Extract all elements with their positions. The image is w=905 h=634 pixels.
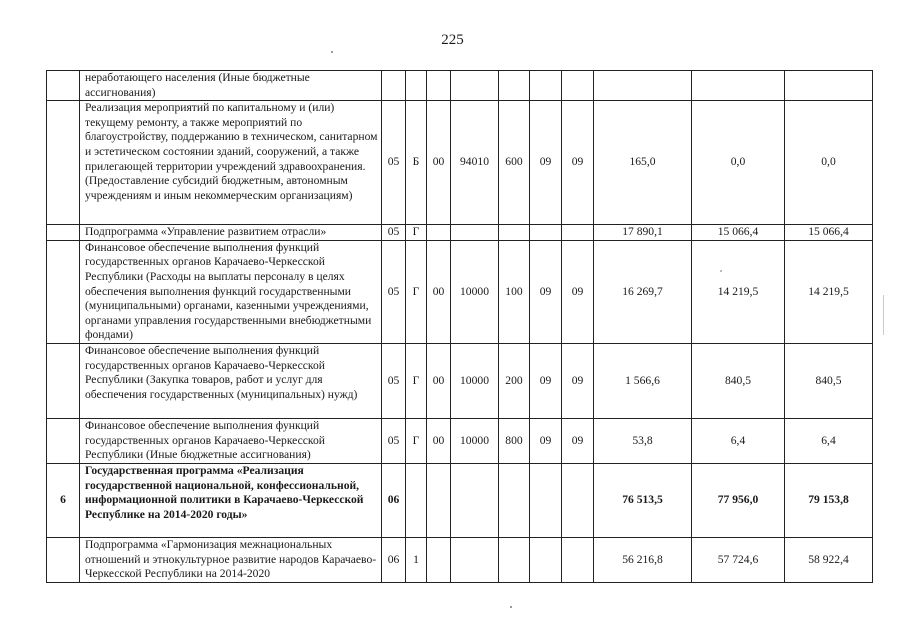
code-subsection (562, 463, 594, 537)
code-department: 09 (530, 418, 562, 463)
amount-year-1: 16 269,7 (594, 240, 692, 343)
code-department: 09 (530, 240, 562, 343)
code-subprogram (427, 71, 451, 101)
table-body (47, 71, 873, 583)
code-program: 1 (406, 537, 427, 582)
code-expense-type: 100 (499, 240, 530, 343)
code-subprogram (427, 537, 451, 582)
table-row (47, 463, 873, 537)
row-name: Реализация мероприятий по капитальному и (или) текущему ремонту, а также мероприятий по благоустройству, поддержанию в техническом, санитарном и эстетическом состоянии зданий, сооружений, а также прилегающей территории учреждений здравоохранения. (Предоставление субсидий бюджетным, автономным учреждениям и иным некоммерческим организациям) (80, 101, 382, 225)
code-subsection (562, 225, 594, 241)
code-section: 06 (382, 463, 406, 537)
code-subprogram (427, 225, 451, 241)
budget-table (46, 70, 873, 583)
table-row (47, 537, 873, 582)
row-number (47, 71, 80, 101)
row-name: Подпрограмма «Гармонизация межнациональных отношений и этнокультурное развитие народов Карачаево-Черкесской Республики на 2014-2020 (80, 537, 382, 582)
row-name: Финансовое обеспечение выполнения функций государственных органов Карачаево-Черкесской Республики (Закупка товаров, работ и услуг для обеспечения государственных (муниципальных) нужд) (80, 343, 382, 418)
code-subsection (562, 71, 594, 101)
code-subsection: 09 (562, 240, 594, 343)
code-subsection (562, 537, 594, 582)
row-number (47, 225, 80, 241)
amount-year-1: 53,8 (594, 418, 692, 463)
amount-year-1: 1 566,6 (594, 343, 692, 418)
row-number (47, 240, 80, 343)
code-expense-type: 600 (499, 101, 530, 225)
code-department (530, 71, 562, 101)
code-subprogram: 00 (427, 240, 451, 343)
row-number: 6 (47, 463, 80, 537)
code-subsection: 09 (562, 101, 594, 225)
amount-year-2 (692, 71, 785, 101)
row-number (47, 343, 80, 418)
code-section: 06 (382, 537, 406, 582)
code-subprogram: 00 (427, 418, 451, 463)
code-department (530, 537, 562, 582)
code-program: Г (406, 240, 427, 343)
amount-year-3: 14 219,5 (785, 240, 873, 343)
table-row (47, 225, 873, 241)
code-section: 05 (382, 225, 406, 241)
code-program: Б (406, 101, 427, 225)
amount-year-2: 77 956,0 (692, 463, 785, 537)
amount-year-2: 0,0 (692, 101, 785, 225)
row-number (47, 418, 80, 463)
scan-speck (331, 51, 333, 53)
code-department (530, 463, 562, 537)
code-program: Г (406, 343, 427, 418)
code-section: 05 (382, 418, 406, 463)
amount-year-1 (594, 71, 692, 101)
code-expense-type (499, 71, 530, 101)
amount-year-1: 165,0 (594, 101, 692, 225)
row-name: Государственная программа «Реализация государственной национальной, конфессиональной, информационной политики в Карачаево-Черкесской Республике на 2014-2020 годы» (80, 463, 382, 537)
amount-year-3: 79 153,8 (785, 463, 873, 537)
code-program (406, 463, 427, 537)
table-row (47, 240, 873, 343)
row-name: Финансовое обеспечение выполнения функций государственных органов Карачаево-Черкесской Республики (Иные бюджетные ассигнования) (80, 418, 382, 463)
code-direction: 10000 (451, 418, 499, 463)
amount-year-2: 14 219,5 (692, 240, 785, 343)
row-number (47, 101, 80, 225)
code-section: 05 (382, 101, 406, 225)
row-name: неработающего населения (Иные бюджетные ассигнования) (80, 71, 382, 101)
amount-year-2: 15 066,4 (692, 225, 785, 241)
amount-year-1: 76 513,5 (594, 463, 692, 537)
code-program: Г (406, 225, 427, 241)
code-expense-type: 800 (499, 418, 530, 463)
row-name: Подпрограмма «Управление развитием отрасли» (80, 225, 382, 241)
amount-year-3: 15 066,4 (785, 225, 873, 241)
code-department: 09 (530, 101, 562, 225)
amount-year-3: 0,0 (785, 101, 873, 225)
scan-speck (510, 606, 512, 608)
code-direction (451, 225, 499, 241)
scan-speck (720, 270, 722, 272)
row-number (47, 537, 80, 582)
code-subprogram: 00 (427, 343, 451, 418)
amount-year-1: 17 890,1 (594, 225, 692, 241)
page-number: 225 (441, 32, 464, 48)
amount-year-2: 6,4 (692, 418, 785, 463)
code-expense-type (499, 537, 530, 582)
amount-year-2: 840,5 (692, 343, 785, 418)
amount-year-2: 57 724,6 (692, 537, 785, 582)
code-program: Г (406, 418, 427, 463)
code-expense-type (499, 463, 530, 537)
code-subprogram: 00 (427, 101, 451, 225)
code-subprogram (427, 463, 451, 537)
code-section: 05 (382, 343, 406, 418)
table-row (47, 71, 873, 101)
code-department: 09 (530, 343, 562, 418)
amount-year-3 (785, 71, 873, 101)
table-row (47, 101, 873, 225)
code-department (530, 225, 562, 241)
code-direction (451, 537, 499, 582)
code-subsection: 09 (562, 418, 594, 463)
code-section: 05 (382, 240, 406, 343)
code-expense-type (499, 225, 530, 241)
table-row (47, 418, 873, 463)
code-subsection: 09 (562, 343, 594, 418)
code-direction: 10000 (451, 240, 499, 343)
code-direction: 94010 (451, 101, 499, 225)
table-row (47, 343, 873, 418)
code-direction (451, 71, 499, 101)
amount-year-3: 58 922,4 (785, 537, 873, 582)
code-program (406, 71, 427, 101)
row-name: Финансовое обеспечение выполнения функций государственных органов Карачаево-Черкесской Республики (Расходы на выплаты персоналу в целях обеспечения выполнения функций государственными (муниципальными) органами, казенными учреждениями, органами управления государственными внебюджетными фондами) (80, 240, 382, 343)
amount-year-3: 6,4 (785, 418, 873, 463)
code-section (382, 71, 406, 101)
code-expense-type: 200 (499, 343, 530, 418)
code-direction: 10000 (451, 343, 499, 418)
scan-speck (883, 295, 884, 335)
code-direction (451, 463, 499, 537)
amount-year-1: 56 216,8 (594, 537, 692, 582)
amount-year-3: 840,5 (785, 343, 873, 418)
